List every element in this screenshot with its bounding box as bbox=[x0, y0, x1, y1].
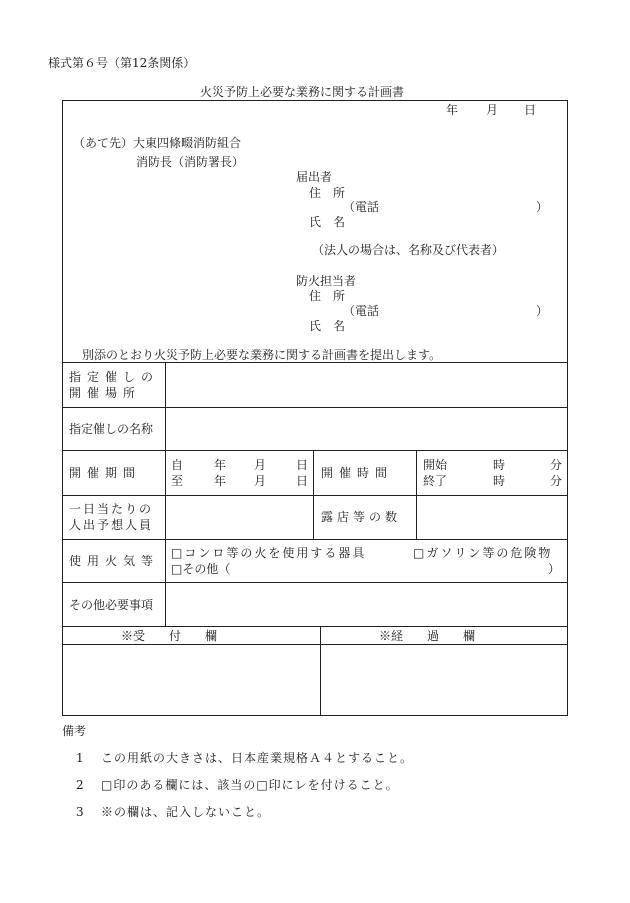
time-end-hour: 時 bbox=[493, 474, 506, 488]
submission-statement: 別添のとおり火災予防上必要な業務に関する計画書を提出します。 bbox=[82, 348, 442, 362]
row-divider bbox=[62, 644, 568, 645]
fire-officer-address-label: 住 所 bbox=[309, 289, 346, 303]
period-label: 開催期間 bbox=[69, 466, 142, 480]
note-number: 3 bbox=[76, 805, 84, 819]
note-number: 1 bbox=[76, 751, 84, 765]
right-column-divider bbox=[416, 450, 417, 539]
time-start-minute: 分 bbox=[550, 458, 563, 472]
period-from: 自 bbox=[171, 458, 184, 472]
event-name-label: 指定催しの名称 bbox=[69, 422, 154, 436]
row-divider bbox=[62, 407, 568, 408]
addressee-line1: （あて先）大東四條畷消防組合 bbox=[73, 136, 242, 150]
office-column-divider bbox=[320, 626, 321, 716]
notifier-phone-close: ） bbox=[536, 200, 549, 214]
date-day: 日 bbox=[524, 103, 537, 117]
time-label: 開催時間 bbox=[321, 466, 394, 480]
time-start-label: 開始 bbox=[423, 458, 448, 472]
table-top-line bbox=[62, 362, 568, 363]
other-matters-label: その他必要事項 bbox=[69, 598, 154, 612]
middle-column-divider bbox=[313, 450, 314, 539]
notifier-heading: 届出者 bbox=[296, 170, 333, 184]
attendance-label-1: 一日当たりの bbox=[69, 502, 154, 516]
attendance-label-2: 人出予想人員 bbox=[69, 518, 154, 532]
form-number: 様式第６号（第12条関係） bbox=[48, 56, 196, 70]
note-text: この用紙の大きさは、日本産業規格Ａ４とすること。 bbox=[101, 751, 414, 765]
row-divider bbox=[62, 582, 568, 583]
period-from-month: 月 bbox=[254, 458, 267, 472]
notifier-name-label: 氏 名 bbox=[309, 215, 346, 229]
date-year: 年 bbox=[446, 103, 459, 117]
fire-use-label: 使用火気等 bbox=[69, 554, 160, 568]
row-divider bbox=[62, 539, 568, 540]
period-from-year: 年 bbox=[214, 458, 227, 472]
fire-option-other: □その他（ bbox=[171, 562, 231, 576]
period-from-day: 日 bbox=[296, 458, 309, 472]
venue-label-1: 指定催しの bbox=[69, 370, 160, 384]
notifier-phone-open: （電話 bbox=[343, 200, 380, 214]
row-divider bbox=[62, 626, 568, 627]
time-start-hour: 時 bbox=[493, 458, 506, 472]
fire-officer-phone-close: ） bbox=[536, 304, 549, 318]
fire-officer-name-label: 氏 名 bbox=[309, 319, 346, 333]
note-text: ※の欄は、記入しないこと。 bbox=[101, 805, 271, 819]
notes-heading: 備考 bbox=[62, 724, 87, 738]
fire-officer-phone-open: （電話 bbox=[343, 304, 380, 318]
row-divider bbox=[62, 450, 568, 451]
progress-label: ※経 過 欄 bbox=[379, 629, 476, 643]
period-to-month: 月 bbox=[254, 474, 267, 488]
corporate-note: （法人の場合は、名称及び代表者） bbox=[312, 243, 505, 257]
fire-option-stove: □コンロ等の火を使用する器具 bbox=[171, 546, 367, 560]
venue-label-2: 開催場所 bbox=[69, 386, 142, 400]
stalls-label: 露店等の数 bbox=[321, 510, 402, 524]
notifier-address-label: 住 所 bbox=[309, 186, 346, 200]
note-number: 2 bbox=[76, 778, 84, 792]
period-to-day: 日 bbox=[296, 474, 309, 488]
label-column-divider bbox=[165, 362, 166, 626]
row-divider bbox=[62, 495, 568, 496]
addressee-line2: 消防長（消防署長） bbox=[136, 155, 245, 169]
fire-option-other-close: ） bbox=[548, 562, 561, 576]
date-month: 月 bbox=[486, 103, 499, 117]
time-end-minute: 分 bbox=[550, 474, 563, 488]
note-text: □印のある欄には、該当の□印にレを付けること。 bbox=[101, 778, 399, 792]
time-end-label: 終了 bbox=[423, 474, 448, 488]
fire-officer-heading: 防火担当者 bbox=[296, 274, 357, 288]
reception-label: ※受 付 欄 bbox=[121, 629, 218, 643]
period-to: 至 bbox=[171, 474, 184, 488]
period-to-year: 年 bbox=[214, 474, 227, 488]
page-title: 火災予防上必要な業務に関する計画書 bbox=[200, 85, 405, 99]
fire-option-gasoline: □ガソリン等の危険物 bbox=[413, 546, 553, 560]
